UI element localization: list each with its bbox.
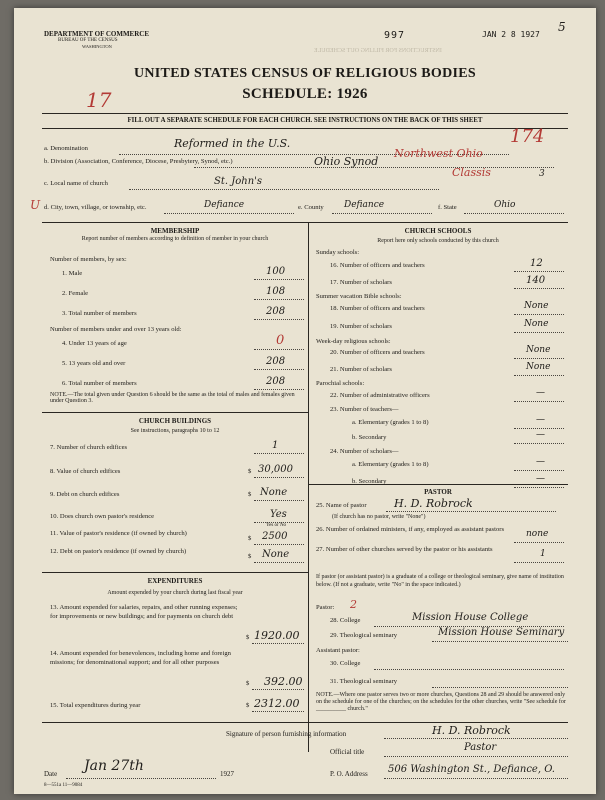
red-handwritten-number: 17 <box>86 88 112 112</box>
q14-dollar: $ <box>246 680 250 687</box>
q16-value: 12 <box>530 258 543 269</box>
college-note: If pastor (or assistant pastor) is a graduate of a college or theological seminary, give name of institution below. (If not a graduate, write "No" in the space indicated.) <box>316 574 564 588</box>
q26-value: none <box>526 529 549 539</box>
q4-value: 0 <box>276 333 285 348</box>
sunday-schools-label: Sunday schools: <box>316 249 360 256</box>
q19-value: None <box>524 319 549 329</box>
q22-label: 22. Number of administrative officers <box>330 392 430 399</box>
q4-label: 4. Under 13 years of age <box>62 340 127 347</box>
q18-value: None <box>524 301 549 311</box>
bleed-through-text: INSTRUCTIONS FOR FILLING OUT SCHEDULE <box>314 48 442 54</box>
q30-label: 30. College <box>330 660 361 667</box>
q9-value: None <box>260 487 288 498</box>
q16-label: 16. Number of officers and teachers <box>330 262 425 269</box>
q24-label: 24. Number of scholars— <box>330 448 399 455</box>
state-value: Ohio <box>494 200 516 210</box>
q24a-label: a. Elementary (grades 1 to 8) <box>352 461 429 468</box>
q24a-value: — <box>536 457 545 467</box>
q25-value: H. D. Robrock <box>394 497 473 510</box>
local-name-value: St. John's <box>214 176 263 187</box>
q11-value: 2500 <box>262 531 288 542</box>
red-check-mark: U <box>30 198 41 212</box>
q1-label: 1. Male <box>62 270 83 277</box>
classis-red-note: Classis <box>452 166 491 179</box>
pastor-heading: PASTOR <box>424 488 452 496</box>
date-value: Jan 27th <box>84 758 144 774</box>
form-subtitle: SCHEDULE: 1926 <box>242 86 368 102</box>
official-title-value: Pastor <box>464 742 497 753</box>
city-value: Defiance <box>204 200 245 210</box>
weekday-schools-label: Week-day religious schools: <box>316 338 391 345</box>
q15-dollar: $ <box>246 702 250 709</box>
membership-note: NOTE.—The total given under Question 6 should be the same as the total of males and females given under Question 3. <box>50 392 295 404</box>
received-date-stamp: JAN 2 8 1927 <box>482 30 540 39</box>
parochial-schools-label: Parochial schools: <box>316 380 365 387</box>
q10-value: Yes <box>270 509 287 520</box>
q13-dollar: $ <box>246 634 250 641</box>
signature-label: Signature of person furnishing information <box>226 730 347 738</box>
division-red-note: Northwest Ohio <box>394 147 483 160</box>
vacation-schools-label: Summer vacation Bible schools: <box>316 293 402 300</box>
form-title: UNITED STATES CENSUS OF RELIGIOUS BODIES <box>133 66 476 81</box>
q27-value: 1 <box>540 549 546 559</box>
members-by-sex-label: Number of members, by sex: <box>50 256 127 263</box>
q21-label: 21. Number of scholars <box>330 366 392 373</box>
membership-intro: Report number of members according to definition of member in your church <box>81 236 269 242</box>
expenditures-heading: EXPENDITURES <box>147 577 203 585</box>
po-address-label: P. O. Address <box>330 770 368 778</box>
q26-label: 26. Number of ordained ministers, if any, employed as assistant pastors <box>316 526 505 533</box>
q8-label: 8. Value of church edifices <box>50 468 121 475</box>
pastor-sub-label: Pastor: <box>316 604 335 611</box>
denomination-value: Reformed in the U.S. <box>174 137 291 150</box>
date-label: Date <box>44 770 58 778</box>
q5-label: 5. 13 years old and over <box>62 360 126 367</box>
q1-value: 100 <box>266 266 286 277</box>
q24b-value: — <box>536 474 545 484</box>
q25-label: 25. Name of pastor <box>316 502 367 509</box>
q8-value: 30,000 <box>258 464 293 475</box>
q11-label: 11. Value of pastor's residence (if owned by church) <box>50 530 187 537</box>
q22-value: — <box>536 388 545 398</box>
assistant-pastor-label: Assistant pastor: <box>316 647 360 654</box>
q21-value: None <box>526 362 551 372</box>
q13-value: 1920.00 <box>254 629 300 642</box>
q2-value: 108 <box>266 286 286 297</box>
bureau-name: BUREAU OF THE CENSUS <box>58 38 118 43</box>
pastor-red-2: 2 <box>350 598 357 611</box>
q23a-label: a. Elementary (grades 1 to 8) <box>352 419 429 426</box>
q9-dollar: $ <box>248 491 252 498</box>
q7-value: 1 <box>272 440 279 451</box>
bureau-city: WASHINGTON <box>82 44 112 49</box>
q25-note: (If church has no pastor, write "None") <box>332 514 426 520</box>
instruction-line: FILL OUT A SEPARATE SCHEDULE FOR EACH CHURCH. SEE INSTRUCTIONS ON THE BACK OF THIS SHEET <box>127 117 483 124</box>
buildings-sub: See instructions, paragraphs 10 to 12 <box>130 428 220 434</box>
form-number: 8—551a 11—9084 <box>44 783 83 788</box>
q23b-label: b. Secondary <box>352 434 387 441</box>
q20-label: 20. Number of officers and teachers <box>330 349 425 356</box>
q31-label: 31. Theological seminary <box>330 678 398 685</box>
po-address-value: 506 Washington St., Defiance, O. <box>388 764 555 775</box>
stamp-number: 997 <box>384 30 406 41</box>
membership-heading: MEMBERSHIP <box>150 227 200 235</box>
q28-label: 28. College <box>330 617 361 624</box>
red-174: 174 <box>510 126 545 147</box>
q8-dollar: $ <box>248 468 252 475</box>
q6-label: 6. Total number of members <box>62 380 137 387</box>
division-value: Ohio Synod <box>314 155 379 168</box>
county-label: e. County <box>298 204 324 211</box>
q29-label: 29. Theological seminary <box>330 632 398 639</box>
q9-label: 9. Debt on church edifices <box>50 491 120 498</box>
census-schedule-sheet <box>14 8 596 794</box>
q14-value: 392.00 <box>264 675 303 688</box>
buildings-heading: CHURCH BUILDINGS <box>138 417 212 425</box>
official-title-label: Official title <box>330 748 365 756</box>
q23b-value: — <box>536 430 545 440</box>
q23a-value: — <box>536 415 545 425</box>
q13-label: 13. Amount expended for salaries, repairs, and other running expenses; for improvements or new buildings; and for payments on church debt <box>50 604 238 620</box>
q7-label: 7. Number of church edifices <box>50 444 128 451</box>
q17-label: 17. Number of scholars <box>330 279 392 286</box>
q11-dollar: $ <box>248 535 252 542</box>
q17-value: 140 <box>526 275 546 286</box>
local-name-label: c. Local name of church <box>44 180 108 187</box>
county-value: Defiance <box>344 200 385 210</box>
schools-intro: Report here only schools conducted by this church <box>377 238 499 244</box>
q23-label: 23. Number of teachers— <box>330 406 399 413</box>
corner-number: 5 <box>558 20 566 34</box>
q12-value: None <box>262 549 290 560</box>
q3-value: 208 <box>266 306 286 317</box>
q29-value: Mission House Seminary <box>438 627 565 638</box>
pastor-note: NOTE.—Where one pastor serves two or more churches, Questions 28 and 29 should be answered only on the schedule for one of the churches; on the schedules for the other churches, write "See schedule for __________ church." <box>316 692 566 713</box>
division-label: b. Division (Association, Conference, Diocese, Presbytery, Synod, etc.) <box>44 158 233 165</box>
q28-value: Mission House College <box>412 612 529 623</box>
q20-value: None <box>526 345 551 355</box>
q12-label: 12. Debt on pastor's residence (if owned by church) <box>50 548 187 555</box>
q24b-label: b. Secondary <box>352 478 387 485</box>
expenditures-sub: Amount expended by your church during last fiscal year <box>107 590 243 596</box>
q15-value: 2312.00 <box>254 697 300 710</box>
date-year: 1927 <box>220 770 234 778</box>
q19-label: 19. Number of scholars <box>330 323 392 330</box>
age-intro-label: Number of members under and over 13 years old: <box>50 326 182 333</box>
yes-or-no-hint: Yes or No <box>266 523 287 528</box>
city-label: d. City, town, village, or township, etc. <box>44 204 147 211</box>
q2-label: 2. Female <box>62 290 89 297</box>
division-number: 3 <box>539 169 545 179</box>
q10-label: 10. Does church own pastor's residence <box>50 513 155 520</box>
dept-name: DEPARTMENT OF COMMERCE <box>44 30 150 38</box>
q14-label: 14. Amount expended for benevolences, including home and foreign missions; for denominational support; and for all other purposes <box>50 650 231 666</box>
q5-value: 208 <box>266 356 286 367</box>
q27-label: 27. Number of other churches served by the pastor or his assistants <box>316 546 493 553</box>
q3-label: 3. Total number of members <box>62 310 137 317</box>
q18-label: 18. Number of officers and teachers <box>330 305 425 312</box>
q12-dollar: $ <box>248 553 252 560</box>
denomination-label: a. Denomination <box>44 145 88 152</box>
signature-value: H. D. Robrock <box>432 724 511 737</box>
state-label: f. State <box>438 204 457 211</box>
q6-value: 208 <box>266 376 286 387</box>
q15-label: 15. Total expenditures during year <box>50 702 141 709</box>
schools-heading: CHURCH SCHOOLS <box>404 227 472 235</box>
